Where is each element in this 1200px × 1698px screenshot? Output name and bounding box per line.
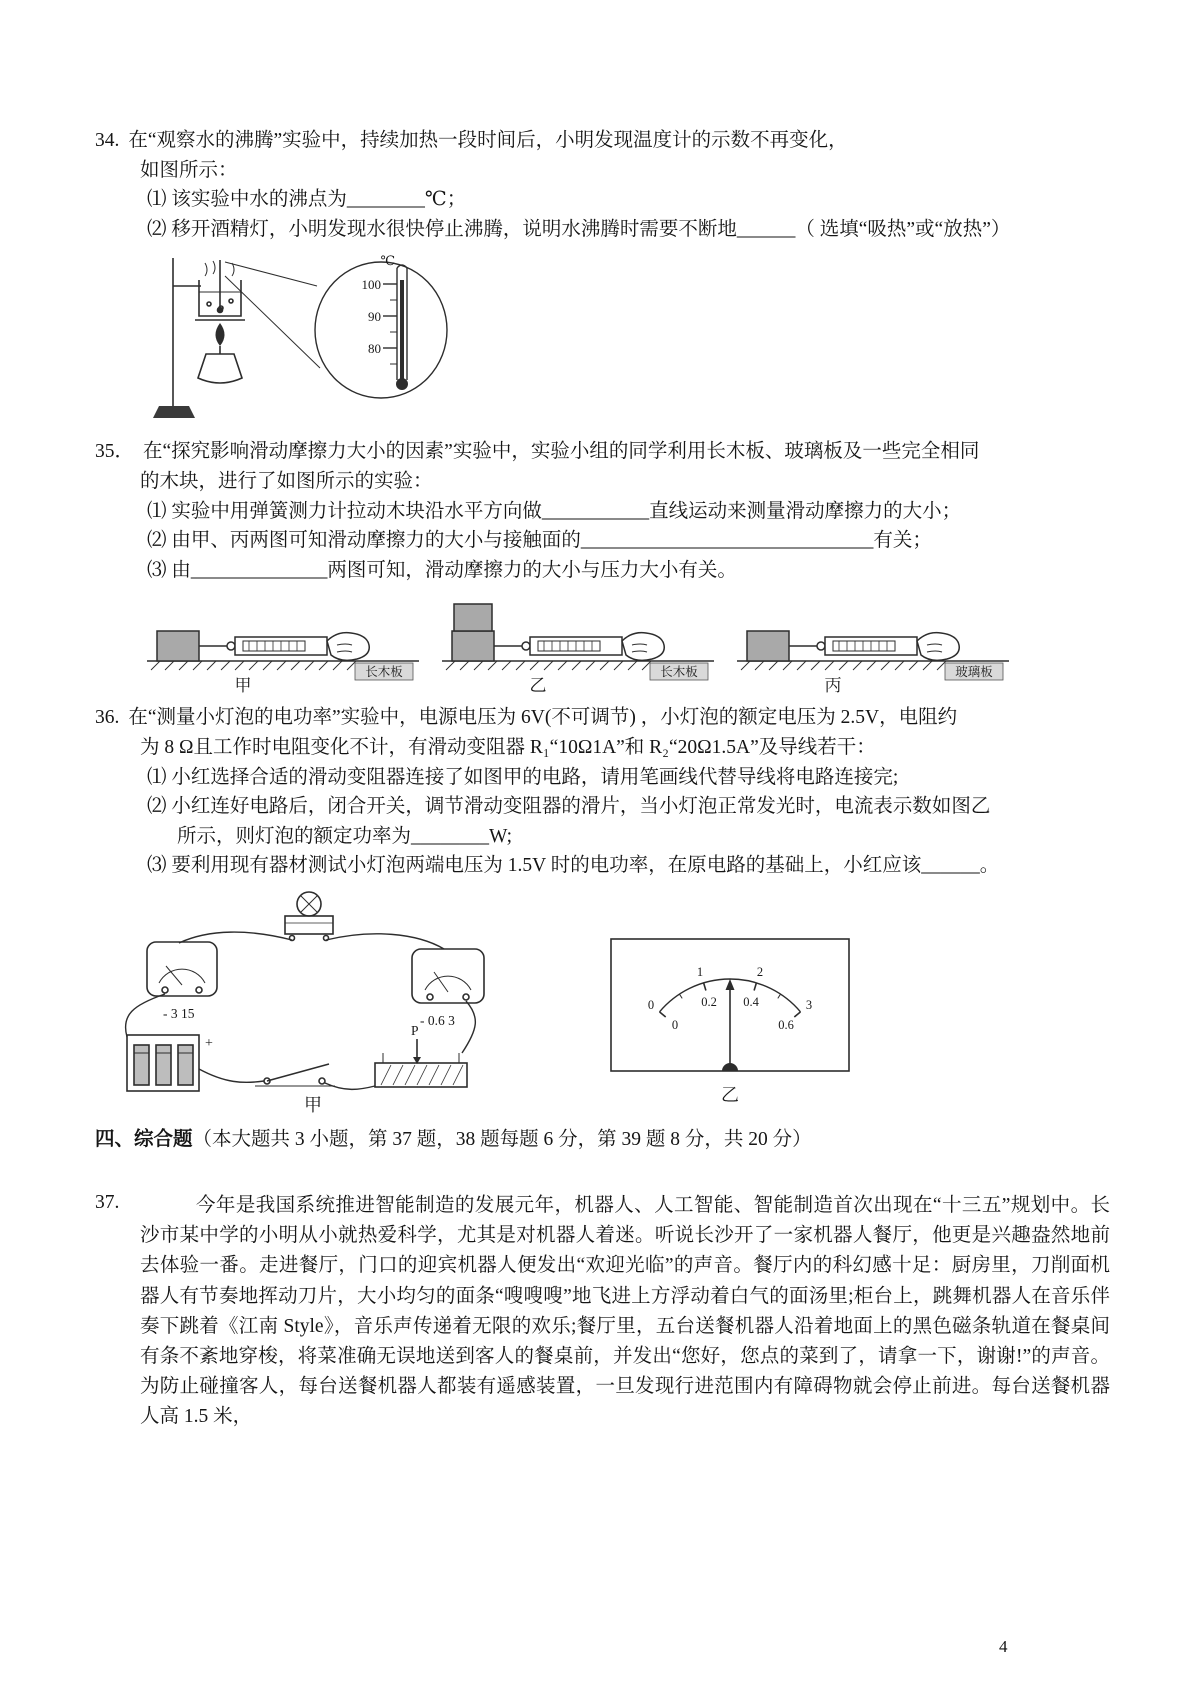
q36-text1: 在“测量小灯泡的电功率”实验中，电源电压为 6V(不可调节) ，小灯泡的额定电压为 2.5V，电阻约 — [128, 707, 958, 729]
block — [157, 631, 199, 661]
dial-bottom-0: 0 — [671, 1017, 679, 1032]
flame-icon — [216, 323, 225, 346]
q35-line2: 的木块，进行了如图所示的实验： — [140, 470, 433, 492]
friction-panel-bing — [731, 597, 1016, 697]
q36-item1: ⑴ 小红选择合适的滑动变阻器连接了如图甲的电路，请用笔画线代替导线将电路连接完; — [147, 766, 899, 788]
page-content — [95, 126, 1110, 1452]
rheostat-slider-label: P — [411, 1022, 419, 1038]
q35-figure — [141, 597, 1110, 697]
q34-line2: 如图所示： — [140, 159, 238, 181]
q34-item2: ⑵ 移开酒精灯，小明发现水很快停止沸腾，说明水沸腾时需要不断地______（ 选填“吸热”或“放热”） — [147, 218, 1011, 240]
figure-yi-label: 乙 — [721, 1084, 739, 1105]
q35-item1: ⑴ 实验中用弹簧测力计拉动木块沿水平方向做___________直线运动来测量滑动摩擦力的大小； — [147, 500, 962, 522]
dial-top-2: 2 — [756, 964, 764, 979]
q35-item3: ⑶ 由______________两图可知，滑动摩擦力的大小与压力大小有关。 — [147, 559, 737, 581]
question-35 — [95, 437, 1110, 697]
q35-number: 35． — [95, 441, 135, 463]
q34-number: 34. — [95, 130, 120, 151]
dial-top-3: 3 — [805, 997, 813, 1012]
bulb-icon — [285, 892, 333, 941]
scale-100: 100 — [361, 277, 381, 293]
thermometer-magnifier — [225, 262, 447, 398]
figure-jia-label: 甲 — [304, 1094, 322, 1115]
panel-bing-label: 丙 — [824, 676, 842, 696]
panel-jia-label: 甲 — [234, 676, 252, 696]
q36-figure — [117, 887, 1110, 1115]
q35-line1 — [95, 437, 1110, 467]
dial-top-1: 1 — [696, 964, 704, 979]
friction-panel-jia — [141, 597, 426, 697]
q36-item2a: ⑵ 小红连好电路后，闭合开关，调节滑动变阻器的滑片，当小灯泡正常发光时，电流表示数如图乙 — [147, 796, 991, 818]
hand-icon — [917, 633, 959, 661]
hand-icon — [622, 633, 664, 661]
q35-text1: 在“探究影响滑动摩擦力大小的因素”实验中，实验小组的同学利用长木板、玻璃板及一些完全相同 — [143, 441, 980, 463]
dial-bottom-02: 0.2 — [701, 994, 717, 1009]
panel-yi-label: 乙 — [529, 676, 547, 696]
ammeter-marks: - 0.6 3 — [420, 1012, 455, 1028]
panel-jia-surface-label: 长木板 — [365, 665, 403, 680]
unit-label: ℃ — [380, 253, 395, 269]
section-4-detail: （本大题共 3 小题，第 37 题，38 题每题 6 分，第 39 题 8 分，共 20 分） — [192, 1128, 812, 1150]
battery-icon — [127, 1035, 199, 1091]
q36-line1 — [95, 703, 1110, 733]
section-4-title: 四、综合题 — [95, 1128, 193, 1150]
q34-text1: 在“观察水的沸腾”实验中，持续加热一段时间后，小明发现温度计的示数不再变化， — [128, 130, 848, 151]
page-number: 4 — [999, 1637, 1008, 1656]
q34-line1 — [95, 126, 1110, 156]
panel-bing-surface-label: 玻璃板 — [955, 665, 993, 680]
scale-90: 90 — [368, 309, 381, 325]
block-bottom — [452, 631, 494, 661]
boiling-apparatus-figure — [143, 252, 473, 424]
ammeter-dial-figure-yi — [605, 933, 855, 1108]
q36-line2: 为 8 Ω且工作时电阻变化不计，有滑动变阻器 R₁“10Ω1A”和 R₂“20Ω1.5A”及导线若干： — [140, 736, 876, 758]
dial-bottom-06: 0.6 — [778, 1017, 794, 1032]
q37-body: 今年是我国系统推进智能制造的发展元年，机器人、人工智能、智能制造首次出现在“十三五”规划中。长沙市某中学的小明从小就热爱科学，尤其是对机器人着迷。听说长沙开了一家机器人餐厅，他更是兴趣盎然地前去体验一番。走进餐厅，门口的迎宾机器人便发出“欢迎光临”的声音。餐厅内的科幻感十足：厨房里，刀削面机器人有节奏地挥动刀片，大小均匀的面条“嗖嗖嗖”地飞进上方浮动着白气的面汤里;柜台上，跳舞机器人在音乐伴奏下跳着《江南 Style》，音乐声传递着无限的欢乐;餐厅里，五台送餐机器人沿着地面上的黑色磁条轨道在餐桌间有条不紊地穿梭，将菜准确无误地送到客人的餐桌前，并发出“您好，您点的菜到了，请拿一下，谢谢!”的声音。为防止碰撞客人，每台送餐机器人都装有遥感装置，一旦发现行进范围内有障碍物就会停止前进。每台送餐机器人高 1.5 米， — [140, 1194, 1110, 1428]
block — [747, 631, 789, 661]
panel-yi-surface-label: 长木板 — [660, 665, 698, 680]
q36-item3: ⑶ 要利用现有器材测试小灯泡两端电压为 1.5V 时的电功率，在原电路的基础上，小红应该______。 — [147, 855, 1000, 877]
q34-item1: ⑴ 该实验中水的沸点为________℃； — [147, 189, 467, 211]
alcohol-lamp-icon — [198, 354, 242, 383]
q36-item2b: 所示，则灯泡的额定功率为________W; — [177, 825, 513, 847]
battery-plus-mark: + — [205, 1035, 213, 1051]
block-top — [454, 604, 492, 631]
hand-icon — [327, 633, 369, 661]
dial-top-0: 0 — [647, 997, 655, 1012]
q34-figure — [143, 252, 1110, 429]
voltmeter-icon — [147, 942, 217, 996]
question-34 — [95, 126, 1110, 429]
question-36 — [95, 703, 1110, 1115]
rheostat-icon — [375, 1039, 467, 1087]
section-4-header — [95, 1125, 1110, 1155]
scale-80: 80 — [368, 341, 381, 357]
switch-icon — [255, 1064, 335, 1086]
ammeter-icon — [412, 949, 484, 1003]
q35-item2: ⑵ 由甲、丙两图可知滑动摩擦力的大小与接触面的______________________________有关； — [147, 530, 932, 552]
circuit-figure-jia — [117, 887, 547, 1115]
question-37 — [95, 1191, 1110, 1433]
dial-bottom-04: 0.4 — [743, 994, 759, 1009]
friction-panel-yi — [436, 597, 721, 697]
thermometer-scale-labels — [362, 253, 396, 356]
ammeter-dial-wrap — [605, 933, 855, 1113]
q36-number: 36. — [95, 707, 120, 729]
voltmeter-marks: - 3 15 — [163, 1005, 195, 1021]
q37-number: 37. — [95, 1191, 120, 1213]
dial-drawing — [611, 939, 849, 1071]
